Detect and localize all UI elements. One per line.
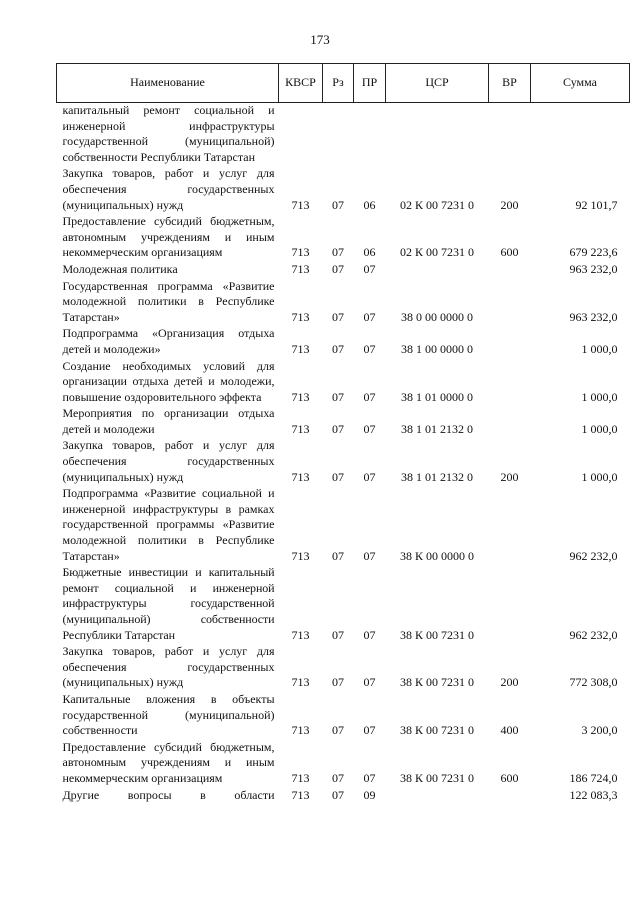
cell-csr xyxy=(386,103,489,167)
cell-pr: 06 xyxy=(363,197,376,212)
cell-vr xyxy=(489,486,531,565)
table-row xyxy=(57,644,630,692)
cell-sum: 186 724,0 xyxy=(569,770,618,785)
cell-vr xyxy=(489,103,531,167)
cell-sum: 963 232,0 xyxy=(569,309,618,324)
cell-pr: 07 xyxy=(363,261,376,276)
cell-pr: 07 xyxy=(363,389,376,404)
cell-name: Капитальные вложения в объекты государственной (муниципальной) собственности xyxy=(62,691,275,738)
table-row xyxy=(57,279,630,327)
cell-rz: 07 xyxy=(332,770,344,785)
cell-sum xyxy=(531,103,630,167)
cell-csr: 38 К 00 0000 0 xyxy=(399,548,474,563)
cell-name: Предоставление субсидий бюджетным, автономным учреждениям и иным некоммерческим организациям xyxy=(62,214,275,260)
cell-name: Предоставление субсидий бюджетным, автономным учреждениям и иным некоммерческим организациям xyxy=(62,739,275,785)
cell-vr xyxy=(489,359,531,407)
cell-pr: 07 xyxy=(363,421,376,436)
cell-kvsr: 713 xyxy=(291,421,310,436)
cell-rz: 07 xyxy=(332,627,344,642)
cell-sum: 962 232,0 xyxy=(569,627,618,642)
cell-pr: 07 xyxy=(363,723,376,738)
cell-vr xyxy=(489,326,531,358)
cell-name: Государственная программа «Развитие молодежной политики в Республике Татарстан» xyxy=(62,278,275,324)
cell-pr: 07 xyxy=(363,469,376,484)
cell-name: Бюджетные инвестиции и капитальный ремонт социальной и инженерной инфраструктуры государственной (муниципальной) собственности Республики Татарстан xyxy=(62,565,275,642)
cell-name: Подпрограмма «Организация отдыха детей и молодежи» xyxy=(62,326,275,356)
cell-vr: 200 xyxy=(500,197,519,212)
cell-sum: 122 083,3 xyxy=(569,787,618,802)
table-row xyxy=(57,692,630,740)
cell-kvsr: 713 xyxy=(291,389,310,404)
cell-kvsr: 713 xyxy=(291,245,310,260)
cell-rz: 07 xyxy=(332,469,344,484)
cell-pr: 07 xyxy=(363,309,376,324)
table-row xyxy=(57,740,630,788)
cell-rz: 07 xyxy=(332,787,344,802)
table-row xyxy=(57,438,630,486)
cell-name: Мероприятия по организации отдыха детей и молодежи xyxy=(62,406,275,436)
cell-kvsr: 713 xyxy=(291,675,310,690)
cell-name: Закупка товаров, работ и услуг для обеспечения государственных (муниципальных) нужд xyxy=(62,644,275,690)
cell-vr: 600 xyxy=(500,245,519,260)
cell-csr: 38 0 00 0000 0 xyxy=(401,309,473,324)
cell-csr: 38 1 01 2132 0 xyxy=(401,421,473,436)
cell-rz xyxy=(323,103,354,167)
cell-rz: 07 xyxy=(332,389,344,404)
table-row xyxy=(57,486,630,565)
cell-kvsr: 713 xyxy=(291,197,310,212)
cell-kvsr: 713 xyxy=(291,309,310,324)
cell-sum: 962 232,0 xyxy=(569,548,618,563)
table-row xyxy=(57,214,630,262)
cell-rz: 07 xyxy=(332,197,344,212)
header-rz: Рз xyxy=(323,64,354,103)
cell-pr: 07 xyxy=(363,341,376,356)
cell-csr: 38 1 00 0000 0 xyxy=(401,341,473,356)
cell-rz: 07 xyxy=(332,309,344,324)
cell-kvsr: 713 xyxy=(291,770,310,785)
cell-sum: 3 200,0 xyxy=(581,723,618,738)
budget-table xyxy=(56,63,630,804)
cell-kvsr: 713 xyxy=(291,261,310,276)
cell-kvsr: 713 xyxy=(291,548,310,563)
cell-name: Подпрограмма «Развитие социальной и инженерной инфраструктуры в рамках государственной программы «Развитие молодежной политики в Республике Татарстан» xyxy=(62,486,275,563)
cell-vr xyxy=(489,262,531,279)
cell-sum: 963 232,0 xyxy=(569,261,618,276)
header-sum: Сумма xyxy=(531,64,630,103)
cell-kvsr: 713 xyxy=(291,341,310,356)
cell-rz: 07 xyxy=(332,675,344,690)
cell-kvsr: 713 xyxy=(291,627,310,642)
cell-csr xyxy=(386,262,489,279)
cell-name: Закупка товаров, работ и услуг для обеспечения государственных (муниципальных) нужд xyxy=(62,438,275,484)
cell-rz: 07 xyxy=(332,421,344,436)
cell-sum: 1 000,0 xyxy=(581,341,618,356)
cell-name: капитальный ремонт социальной и инженерной инфраструктуры государственной (муниципальной) собственности Республики Татарстан xyxy=(62,103,275,164)
cell-sum: 1 000,0 xyxy=(581,389,618,404)
cell-rz: 07 xyxy=(332,245,344,260)
cell-name: Другие вопросы в области xyxy=(62,787,275,802)
cell-rz: 07 xyxy=(332,548,344,563)
cell-pr: 07 xyxy=(363,548,376,563)
cell-csr: 38 К 00 7231 0 xyxy=(399,770,474,785)
cell-csr: 38 К 00 7231 0 xyxy=(399,627,474,642)
cell-csr: 02 К 00 7231 0 xyxy=(399,245,474,260)
cell-sum: 772 308,0 xyxy=(569,675,618,690)
cell-vr xyxy=(489,565,531,644)
cell-rz: 07 xyxy=(332,341,344,356)
table-row xyxy=(57,406,630,438)
page-number: 173 xyxy=(310,32,330,47)
table-row xyxy=(57,262,630,279)
cell-vr xyxy=(489,788,531,805)
header-csr: ЦСР xyxy=(386,64,489,103)
cell-kvsr: 713 xyxy=(291,469,310,484)
table-row xyxy=(57,565,630,644)
cell-sum: 679 223,6 xyxy=(569,245,618,260)
header-pr: ПР xyxy=(354,64,386,103)
cell-vr xyxy=(489,406,531,438)
header-name: Наименование xyxy=(57,64,279,103)
header-vr: ВР xyxy=(489,64,531,103)
cell-sum: 92 101,7 xyxy=(575,197,618,212)
cell-csr xyxy=(386,788,489,805)
header-kvsr: КВСР xyxy=(279,64,323,103)
cell-csr: 38 1 01 0000 0 xyxy=(401,389,473,404)
cell-sum: 1 000,0 xyxy=(581,469,618,484)
cell-rz: 07 xyxy=(332,723,344,738)
cell-csr: 38 К 00 7231 0 xyxy=(399,723,474,738)
cell-pr: 06 xyxy=(363,245,376,260)
cell-kvsr: 713 xyxy=(291,787,310,802)
cell-vr: 400 xyxy=(500,723,519,738)
table-row xyxy=(57,166,630,214)
cell-csr: 02 К 00 7231 0 xyxy=(399,197,474,212)
cell-pr: 07 xyxy=(363,627,376,642)
cell-pr: 07 xyxy=(363,675,376,690)
table-row xyxy=(57,326,630,358)
cell-vr: 200 xyxy=(500,469,519,484)
cell-sum: 1 000,0 xyxy=(581,421,618,436)
table-header-row xyxy=(57,64,630,103)
cell-vr: 200 xyxy=(500,675,519,690)
cell-pr xyxy=(354,103,386,167)
cell-name: Закупка товаров, работ и услуг для обеспечения государственных (муниципальных) нужд xyxy=(62,166,275,212)
table-row xyxy=(57,103,630,167)
cell-csr: 38 К 00 7231 0 xyxy=(399,675,474,690)
cell-rz: 07 xyxy=(332,261,344,276)
cell-csr: 38 1 01 2132 0 xyxy=(401,469,473,484)
cell-kvsr xyxy=(279,103,323,167)
table-row xyxy=(57,359,630,407)
cell-pr: 09 xyxy=(363,787,376,802)
table-row xyxy=(57,788,630,805)
cell-kvsr: 713 xyxy=(291,723,310,738)
cell-pr: 07 xyxy=(363,770,376,785)
cell-vr: 600 xyxy=(500,770,519,785)
cell-vr xyxy=(489,279,531,327)
cell-name: Молодежная политика xyxy=(62,261,178,276)
cell-name: Создание необходимых условий для организации отдыха детей и молодежи, повышение оздоровительного эффекта xyxy=(62,358,275,404)
